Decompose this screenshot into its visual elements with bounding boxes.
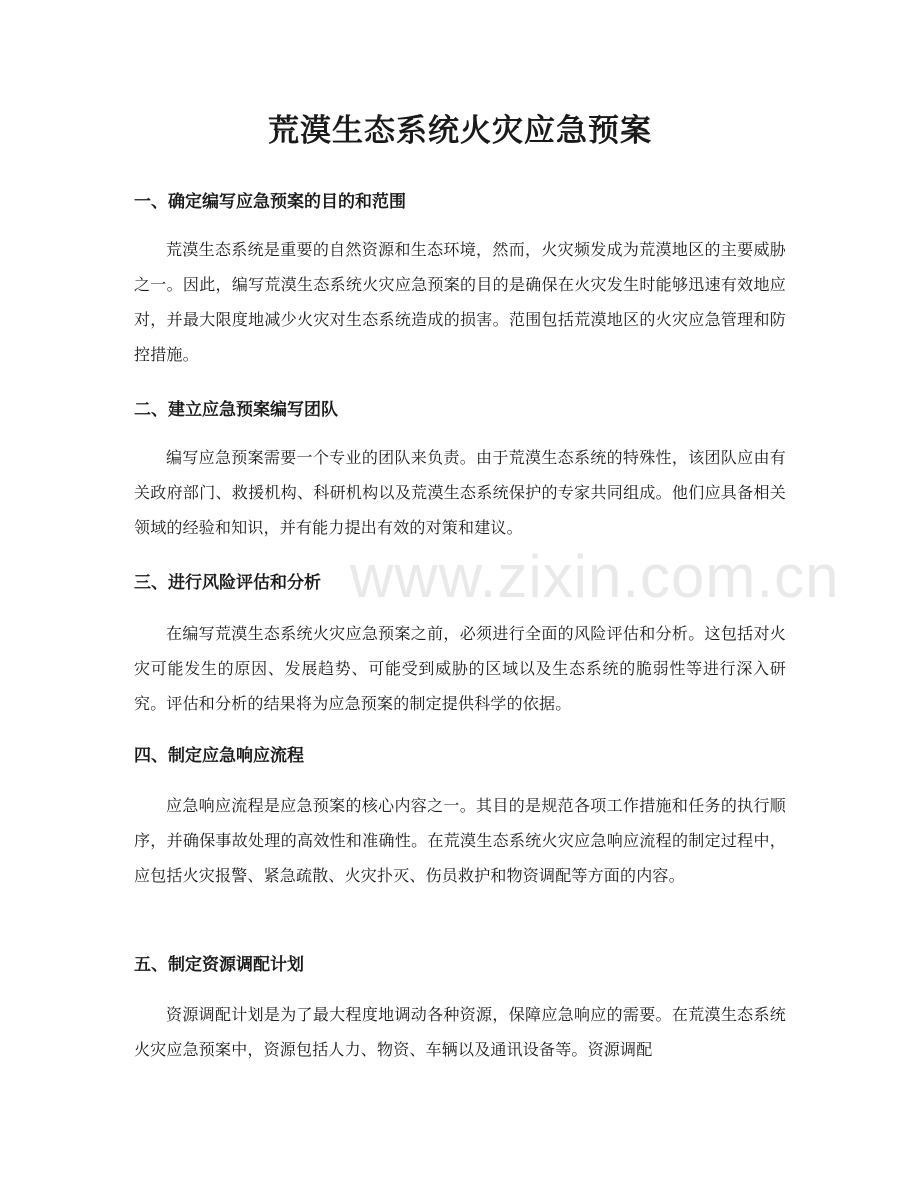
section-paragraph-3: 在编写荒漠生态系统火灾应急预案之前，必须进行全面的风险评估和分析。这包括对火灾可能发生的原因、发展趋势、可能受到威胁的区域以及生态系统的脆弱性等进行深入研究。评估和分析的结果将为应急预案的制定提供科学的依据。 <box>134 624 786 713</box>
section-heading-1: 一、确定编写应急预案的目的和范围 <box>134 192 406 212</box>
section-paragraph-1: 荒漠生态系统是重要的自然资源和生态环境，然而，火灾频发成为荒漠地区的主要威胁之一。因此，编写荒漠生态系统火灾应急预案的目的是确保在火灾发生时能够迅速有效地应对，并最大限度地减少火灾对生态系统造成的损害。范围包括荒漠地区的火灾应急管理和防控措施。 <box>134 240 786 364</box>
section-heading-5: 五、制定资源调配计划 <box>134 955 304 975</box>
section-paragraph-5: 资源调配计划是为了最大程度地调动各种资源，保障应急响应的需要。在荒漠生态系统火灾应急预案中，资源包括人力、物资、车辆以及通讯设备等。资源调配 <box>134 1005 786 1059</box>
document-title: 荒漠生态系统火灾应急预案 <box>268 113 652 149</box>
section-paragraph-4: 应急响应流程是应急预案的核心内容之一。其目的是规范各项工作措施和任务的执行顺序，并确保事故处理的高效性和准确性。在荒漠生态系统火灾应急响应流程的制定过程中，应包括火灾报警、紧急疏散、火灾扑灭、伤员救护和物资调配等方面的内容。 <box>134 796 786 885</box>
section-paragraph-2: 编写应急预案需要一个专业的团队来负责。由于荒漠生态系统的特殊性，该团队应由有关政府部门、救援机构、科研机构以及荒漠生态系统保护的专家共同组成。他们应具备相关领域的经验和知识，并有能力提出有效的对策和建议。 <box>134 448 786 537</box>
watermark: www.zixin.com.cn <box>350 543 840 610</box>
section-heading-4: 四、制定应急响应流程 <box>134 746 304 766</box>
section-heading-3: 三、进行风险评估和分析 <box>134 573 321 593</box>
section-heading-2: 二、建立应急预案编写团队 <box>134 400 338 420</box>
